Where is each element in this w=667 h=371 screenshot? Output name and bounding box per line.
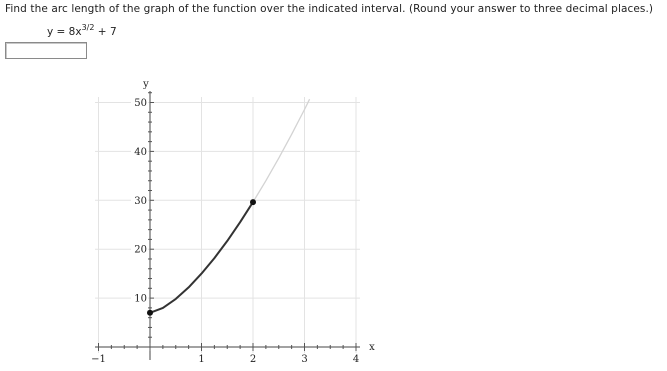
function-suffix: + 7 bbox=[94, 26, 117, 38]
y-tick-label: 20 bbox=[134, 244, 147, 256]
axes bbox=[95, 91, 360, 360]
question-text: Find the arc length of the graph of the function over the indicated interval. (Round your answer to three decimal places.) bbox=[5, 3, 654, 15]
y-tick-label: 40 bbox=[134, 146, 147, 158]
x-axis-title: x bbox=[369, 342, 375, 353]
curves bbox=[147, 99, 310, 316]
function-exponent: 3/2 bbox=[81, 23, 95, 32]
y-tick-label: 10 bbox=[134, 293, 147, 305]
x-tick-label: 3 bbox=[301, 354, 308, 365]
x-tick-label: 1 bbox=[198, 354, 205, 365]
function-prefix: y = 8x bbox=[47, 26, 82, 38]
grid bbox=[95, 97, 360, 353]
x-tick-label: 4 bbox=[352, 354, 360, 365]
endpoint-dot bbox=[250, 199, 256, 205]
series-full-curve bbox=[150, 99, 310, 313]
endpoint-dot bbox=[147, 310, 153, 316]
x-tick-label: −1 bbox=[91, 354, 106, 365]
y-axis-title: y bbox=[143, 79, 149, 90]
y-tick-label: 50 bbox=[134, 98, 147, 109]
x-tick-label: 2 bbox=[249, 354, 257, 365]
axis-labels bbox=[91, 79, 375, 365]
y-tick-label: 30 bbox=[134, 195, 147, 207]
